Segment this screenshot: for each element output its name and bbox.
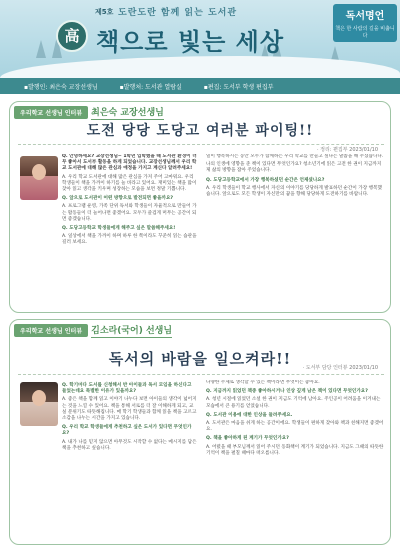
quote-badge: [333, 4, 397, 42]
article-column-right: [206, 380, 384, 540]
answer-text: A. 우리 학교 도서관에 대해 많은 관심을 가져 주어 고마워요. 우리 학생들이 책을 가까이 하기를 늘 바라고 있어요. 재미있는 책을 많이 찾아 읽고 생각을 키우며 성장하는 모습을 보면 정말 기쁩니다.: [62, 174, 197, 193]
answer-text: A. 어렸을 때 부모님께서 읽어 주시던 동화책이 계기가 되었습니다. 지금도 그때의 따뜻한 기억이 책을 펼칠 때마다 떠오릅니다.: [206, 444, 384, 456]
interviewee-photo: [20, 382, 58, 426]
question-text: Q. 도당고등학교 학생들에게 해주고 싶은 말씀해주세요!: [62, 226, 176, 232]
question-text: Q. 학기마다 도서를 신청해서 반 아이들과 독서 모임을 하신다고 들었는데요 특별한 이유가 있을까요?: [62, 383, 192, 395]
publisher-info: ▪발행인: 최은숙 교장선생님: [24, 83, 98, 91]
article-category: 우리학교 선생님 인터뷰: [14, 106, 88, 119]
banner-subtitle: 도란도란 함께 읽는 도서관: [118, 8, 238, 18]
article-tag: [14, 106, 164, 118]
question-text: Q. 안녕하세요? 교장선생님~ 1학년 입학했을 때 도서관 환경이 너무 좋아서 도서부 활동을 하게 되었습니다. 교장선생님께서 우리 학교 도서관에 대해 많은 관심과 애정을 가지고 계신다 알려주세요!: [62, 154, 197, 172]
article-headline: 독서의 바람을 일으켜라!!: [108, 350, 292, 368]
answer-text: 나의 인생에 영향을 준 책이 있다면 무엇인가요? 청소년기에 읽은 고전 한 권이 지금까지 제 삶의 방향을 잡아 주었습니다.: [206, 162, 382, 174]
newsletter-title: 책으로 빛는 세상: [96, 27, 284, 56]
article-category: 우리학교 선생님 인터뷰: [14, 324, 88, 337]
question-text: Q. 우리 학교 학생들에게 추천하고 싶은 도서가 있다면 무엇인가요?: [62, 425, 192, 437]
issue-number: 제5호: [95, 8, 114, 16]
article-column-left: [62, 380, 197, 540]
answer-text: A. 프로그램 운영, 가족 단위 독서와 학생들이 자율적으로 만들어 가는 활동들이 더 늘어나면 좋겠어요. 모두가 즐겁게 머무는 공간이 되면 좋겠습니다.: [62, 204, 197, 222]
answer-text: 다양한 주제로 생각할 수 있는 책이라면 무엇이든 좋아요.: [206, 380, 320, 385]
answer-text: A. 도서관은 마음을 쉬게 하는 공간이에요. 학생들이 편하게 찾아와 책과 친해지면 좋겠어요.: [206, 421, 384, 433]
answer-text: A. 좋은 책을 함께 읽고 이야기 나누다 보면 아이들의 생각이 넓어지는 것을 느낄 수 있어요. 책을 통해 서로를 더 잘 이해하게 되고, 교실 분위기도 따뜻해집니다. 매 학기 학생들과 함께 읽을 책을 고르고 소감을 나누는 시간을 가지고 있습니다.: [62, 397, 197, 422]
question-text: Q. 지금까지 읽었던 책중 좋아하시거나 인상 깊게 남은 책이 있다면 무엇인가요?: [206, 389, 368, 395]
article-column-right: [206, 154, 384, 310]
headline-divider: [18, 144, 384, 145]
answer-text: 일이 행복하시는 동안 모두가 함께하는 우리 학교를 만들고 싶다는 말씀을 해 주셨습니다.: [206, 154, 384, 159]
headline-divider: [18, 374, 384, 375]
publication-info-bar: [0, 78, 400, 94]
interview-article: [9, 101, 391, 313]
school-logo: 高: [56, 20, 88, 52]
tree-decoration: [36, 40, 46, 58]
question-text: Q. 앞으로 도서관이 어떤 방향으로 발전되면 좋을까요?: [62, 196, 174, 202]
answer-text: A. 일상에서 책을 가까이 하며 하루 한 쪽이라도 꾸준히 읽는 습관을 길러 보세요.: [62, 234, 197, 246]
article-credit: · 정리: 편집부 2023/01/10: [316, 147, 378, 153]
interviewee-name: 최은숙 교장선생님: [91, 105, 164, 120]
quote-badge-text: 책은 한 사람의 길을 비춥니다: [335, 26, 395, 39]
article-column-left: [62, 154, 197, 310]
quote-badge-title: 독서명언: [345, 11, 385, 22]
snow-ground: [0, 56, 400, 78]
publishing-office-info: ▪발행처: 도서관 열람실: [119, 83, 182, 91]
answer-text: A. 청년 시절에 읽었던 소설 한 권이 지금도 기억에 남아요. 주인공이 어려움을 이겨내는 모습에서 큰 용기를 얻었습니다.: [206, 397, 381, 409]
answer-text: A. 내가 나를 믿지 않으면 아무것도 시작할 수 없다는 메시지를 담은 책을 추천하고 싶습니다.: [62, 439, 197, 451]
interviewee-name: 김소라(국어) 선생님: [91, 323, 172, 338]
question-text: Q. 도서관 이용에 대한 인상을 들려주세요.: [206, 412, 293, 418]
article-tag: [14, 324, 172, 336]
question-text: Q. 도당고등학교에서 가장 행복하셨던 순간은 언제셨나요?: [206, 177, 325, 183]
newsletter-banner: [0, 0, 400, 78]
answer-text: A. 우리 학생들이 학교 행사에서 자신의 이야기를 당당하게 발표하던 순간이 가장 행복했습니다. 앞으로도 모든 학생이 자신만의 꿈을 향해 당당하게 도전하기를 바랍니다.: [206, 185, 382, 198]
question-text: Q. 책을 좋아하게 된 계기가 무엇인가요?: [206, 436, 289, 442]
interviewee-photo: [20, 156, 58, 200]
article-credit: · 도서부 담당 인터뷰 2023/01/10: [302, 365, 378, 371]
editor-info: ▪편집: 도서부 학생 편집부: [203, 83, 274, 91]
article-headline: 도전 당당 도당고 여러분 파이팅!!: [86, 123, 314, 139]
interview-article: [9, 319, 391, 545]
